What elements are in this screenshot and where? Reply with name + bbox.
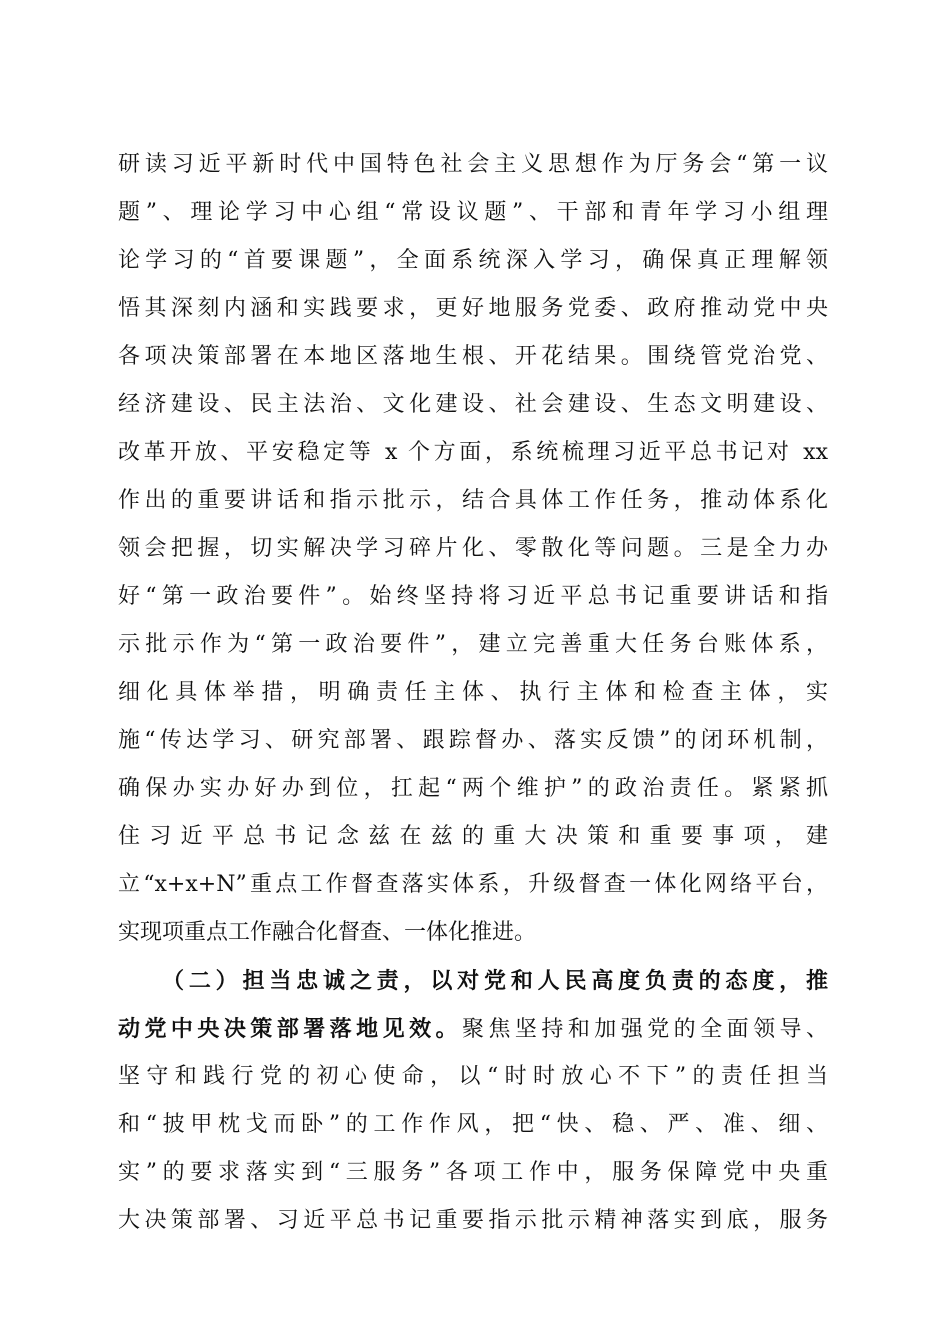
text-line: 大决策部署、习近平总书记重要指示批示精神落实到底，服务 [118,1208,828,1233]
text-line: 题”、理论学习中心组“常设议题”、干部和青年学习小组理 [118,200,828,225]
text-line: 好“第一政治要件”。始终坚持将习近平总书记重要讲话和指 [118,584,828,609]
document-body [118,141,828,1245]
text-line: 改革开放、平安稳定等 x 个方面，系统梳理习近平总书记对 xx [118,440,828,465]
section-heading-text: 动党中央决策部署落地见效。 [118,1016,462,1042]
text-line: 和“披甲枕戈而卧”的工作作风，把“快、稳、严、准、细、 [118,1112,828,1137]
text-line: 实现项重点工作融合化督查、一体化推进。 [118,920,537,945]
section-heading-line [118,1005,828,1053]
text-line: 确保办实办好办到位，扛起“两个维护”的政治责任。紧紧抓 [118,776,828,801]
text-line: 悟其深刻内涵和实践要求，更好地服务党委、政府推动党中央 [118,296,828,321]
text-line: 领会把握，切实解决学习碎片化、零散化等问题。三是全力办 [118,536,828,561]
text-line: 研读习近平新时代中国特色社会主义思想作为厅务会“第一议 [118,152,828,177]
text-line: 坚守和践行党的初心使命，以“时时放心不下”的责任担当 [118,1064,828,1089]
text-line: 经济建设、民主法治、文化建设、社会建设、生态文明建设、 [118,392,828,417]
text-line: 施“传达学习、研究部署、跟踪督办、落实反馈”的闭环机制， [118,728,828,753]
text-line: 细化具体举措，明确责任主体、执行主体和检查主体，实 [118,680,828,705]
text-line: 各项决策部署在本地区落地生根、开花结果。围绕管党治党、 [118,344,828,369]
text-line: 论学习的“首要课题”，全面系统深入学习，确保真正理解领 [118,248,828,273]
text-line: 示批示作为“第一政治要件”，建立完善重大任务台账体系， [118,632,828,657]
section-heading-line: （二）担当忠诚之责，以对党和人民高度负责的态度，推 [162,968,828,994]
text-line: 作出的重要讲话和指示批示，结合具体工作任务，推动体系化 [118,488,828,513]
section-body-text: 聚焦坚持和加强党的全面领导、 [462,1017,828,1042]
text-line: 实”的要求落实到“三服务”各项工作中，服务保障党中央重 [118,1160,828,1185]
text-line: 立“x+x+N”重点工作督查落实体系，升级督查一体化网络平台， [118,872,828,897]
text-line: 住习近平总书记念兹在兹的重大决策和重要事项，建 [118,824,828,849]
